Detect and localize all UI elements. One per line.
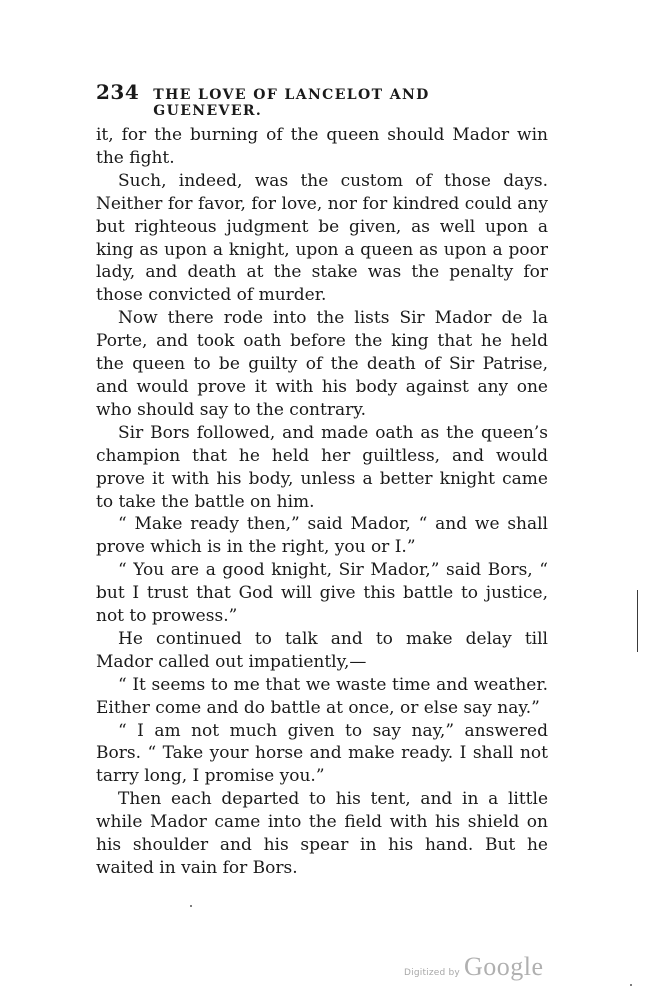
paragraph: Now there rode into the lists Sir Mador de la Porte, and took oath before the king that he held the queen to be guilty of the death of Sir Patrise, and would prove it with his body against any one who should say to the contrary. [96,308,548,420]
paragraph: “ Make ready then,” said Mador, “ and we shall prove which is in the right, you or I.” [96,514,548,558]
paragraph: He continued to talk and to make delay till Mador called out impatiently,— [96,628,548,672]
page-number: 234 [96,80,140,104]
paragraph: Then each departed to his tent, and in a little while Mador came into the field with his shield on his shoulder and his spear in his hand. But he waited in vain for Bors. [96,789,548,878]
body-text [96,124,548,880]
paragraph: “ It seems to me that we waste time and weather. Either come and do battle at once, or else say nay.” [96,674,548,718]
scan-speck [190,905,192,907]
page-header [96,80,544,119]
running-title: THE LOVE OF LANCELOT AND GUENEVER. [153,87,430,119]
scan-margin-line [637,590,638,652]
paragraph: Such, indeed, was the custom of those days. Neither for favor, for love, nor for kindred could any but righteous judgment be given, as well upon a king as upon a knight, upon a queen as upon a poor lady, and death at the stake was the penalty for those convicted of murder. [96,170,548,306]
paragraph: “ I am not much given to say nay,” answered Bors. “ Take your horse and make ready. I shall not tarry long, I promise you.” [96,720,548,787]
paragraph: Sir Bors followed, and made oath as the queen’s champion that he held her guiltless, and would prove it with his body, unless a better knight came to take the battle on him. [96,422,548,512]
paragraph: “ You are a good knight, Sir Mador,” said Bors, “ but I trust that God will give this battle to justice, not to prowess.” [96,560,548,627]
scan-speck [630,984,632,986]
google-watermark [404,952,544,982]
paragraph: it, for the burning of the queen should Mador win the fight. [96,125,548,168]
watermark-prefix: Digitized by [404,968,460,978]
google-logo: Google [463,952,544,981]
